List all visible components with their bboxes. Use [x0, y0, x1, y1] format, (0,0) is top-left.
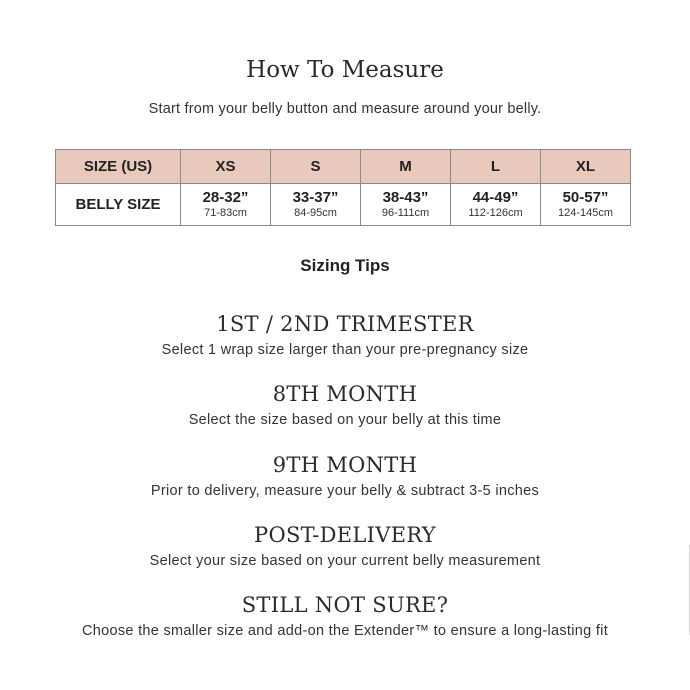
inches-value: 33-37”	[292, 188, 339, 206]
header-size-xs: XS	[181, 150, 271, 184]
tip-text: Select the size based on your belly at this time	[188, 412, 502, 428]
inches-value: 50-57”	[562, 188, 609, 206]
belly-size-s	[271, 184, 361, 226]
tip-9th-month	[0, 452, 690, 500]
tip-heading: 1ST / 2ND TRIMESTER	[216, 312, 474, 336]
tip-text: Choose the smaller size and add-on the Extender™ to ensure a long-lasting fit	[81, 623, 609, 639]
tip-text: Prior to delivery, measure your belly & subtract 3-5 inches	[150, 483, 540, 499]
page-subtitle: Start from your belly button and measure around your belly.	[148, 101, 542, 117]
belly-size-xs	[181, 184, 271, 226]
belly-size-m	[361, 184, 451, 226]
cm-value: 71-83cm	[204, 206, 247, 219]
size-chart-table	[55, 149, 631, 226]
tip-heading: POST-DELIVERY	[254, 523, 436, 547]
header-size-xl: XL	[541, 150, 631, 184]
tip-heading: 8TH MONTH	[272, 382, 418, 406]
belly-size-l	[451, 184, 541, 226]
header-size-l: L	[451, 150, 541, 184]
header-size-s: S	[271, 150, 361, 184]
header-size-m: M	[361, 150, 451, 184]
cm-value: 124-145cm	[557, 206, 614, 219]
tip-heading: STILL NOT SURE?	[241, 593, 449, 617]
inches-value: 44-49”	[472, 188, 519, 206]
cm-value: 84-95cm	[294, 206, 337, 219]
tip-text: Select your size based on your current belly measurement	[149, 553, 541, 569]
page-title: How To Measure	[246, 57, 444, 83]
inches-value: 28-32”	[202, 188, 249, 206]
table-header-row	[56, 150, 631, 184]
header-size-label: SIZE (US)	[56, 150, 181, 184]
inches-value: 38-43”	[382, 188, 429, 206]
belly-size-label: BELLY SIZE	[56, 184, 181, 226]
tip-post-delivery	[0, 522, 690, 570]
belly-size-xl	[541, 184, 631, 226]
cm-value: 96-111cm	[381, 206, 430, 219]
sizing-tips-title: Sizing Tips	[300, 256, 390, 275]
tip-8th-month	[0, 381, 690, 429]
tip-still-not-sure	[0, 592, 690, 640]
table-row	[56, 184, 631, 226]
tip-text: Select 1 wrap size larger than your pre-pregnancy size	[161, 342, 529, 358]
tip-heading: 9TH MONTH	[272, 453, 418, 477]
cm-value: 112-126cm	[468, 206, 523, 219]
tip-trimester	[0, 311, 690, 359]
